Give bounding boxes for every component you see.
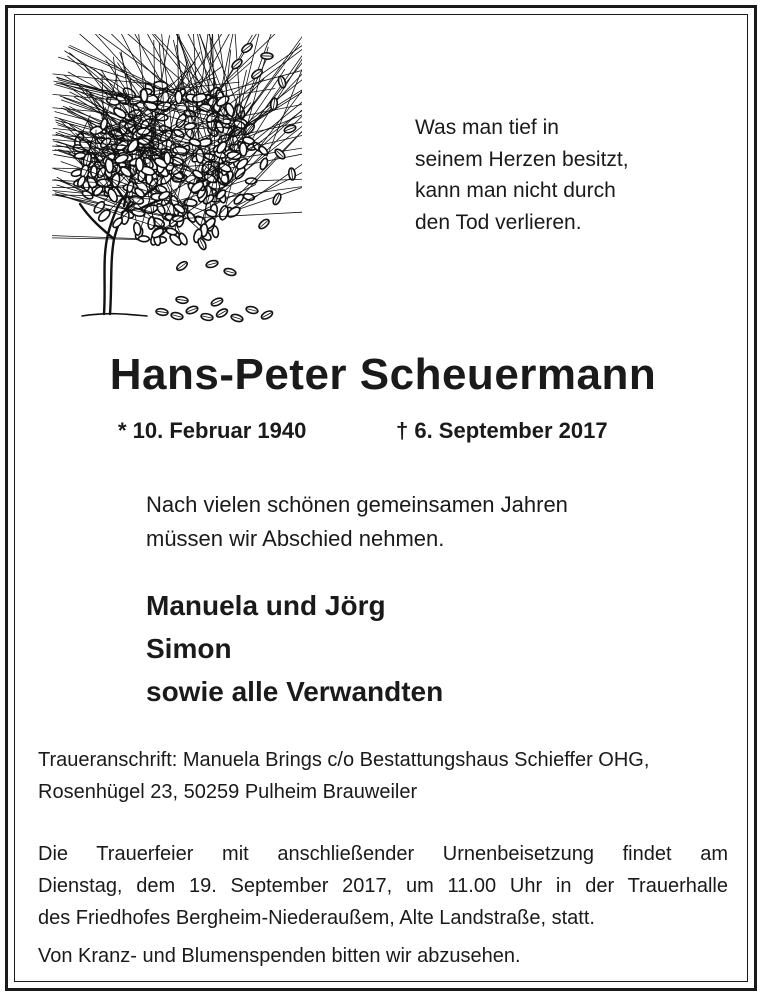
ceremony-line: Dienstag, dem 19. September 2017, um 11.00 Uhr in der Trauerhalle [38, 875, 728, 897]
mourning-address [38, 744, 738, 808]
ceremony-line: Die Trauerfeier mit anschließender Urnenbeisetzung findet am [38, 843, 728, 865]
quote-line: den Tod verlieren. [415, 210, 582, 234]
mourner-line: sowie alle Verwandten [146, 676, 444, 707]
farewell-line: Nach vielen schönen gemeinsamen Jahren [146, 492, 568, 517]
address-line: Traueranschrift: Manuela Brings c/o Bestattungshaus Schieffer OHG, [38, 749, 650, 771]
quote-line: seinem Herzen besitzt, [415, 147, 629, 171]
mourner-line: Manuela und Jörg [146, 590, 386, 621]
mourners [146, 584, 706, 713]
mourner-line: Simon [146, 633, 232, 664]
deceased-name: Hans-Peter Scheuermann [109, 350, 657, 399]
quote [415, 112, 715, 238]
ceremony-notice [38, 838, 728, 972]
farewell-text [146, 488, 706, 556]
ceremony-line: des Friedhofes Bergheim-Niederaußem, Alte Landstraße, statt. [38, 907, 595, 929]
quote-line: Was man tief in [415, 116, 559, 139]
ceremony-line: Von Kranz- und Blumenspenden bitten wir abzusehen. [38, 945, 521, 967]
death-date: † 6. September 2017 [396, 418, 608, 443]
quote-line: kann man nicht durch [415, 179, 616, 202]
tree-illustration-icon [52, 34, 302, 334]
farewell-line: müssen wir Abschied nehmen. [146, 526, 445, 551]
birth-date: * 10. Februar 1940 [118, 418, 307, 443]
address-line: Rosenhügel 23, 50259 Pulheim Brauweiler [38, 781, 418, 803]
